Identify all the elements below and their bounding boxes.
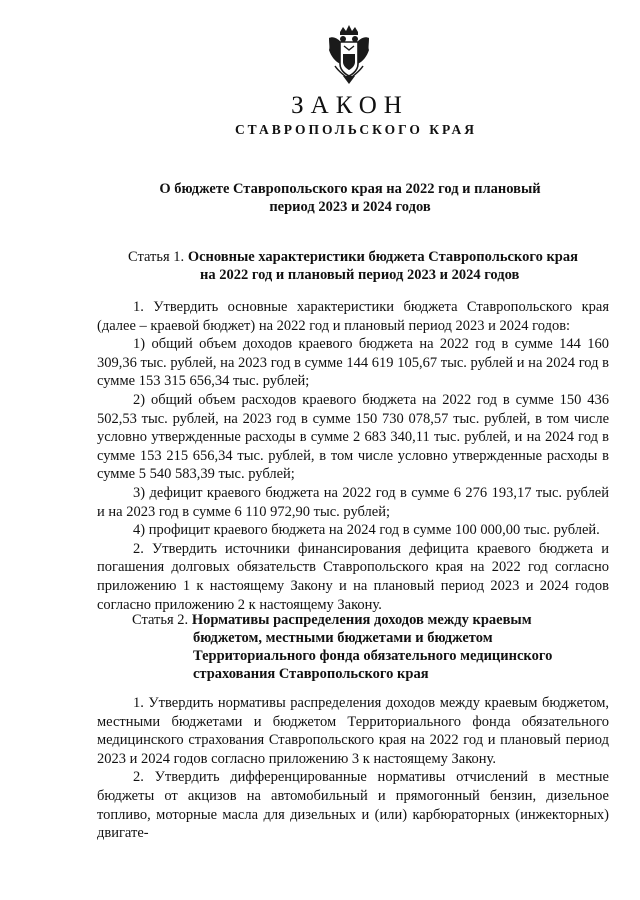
article-1-heading: [128, 248, 608, 284]
paragraph: 1. Утвердить нормативы распределения доходов между краевым бюджетом, местными бюджетами и бюджетом Территориального фонда обязательного медицинского страхования Ставропольского края на 2022 год и плановый период 2023 и 2024 годов согласно приложению 3 к настоящему Закону.: [97, 695, 609, 767]
article-2-title-line2: бюджетом, местными бюджетами и бюджетом: [193, 630, 493, 646]
paragraph: 2. Утвердить источники финансирования дефицита краевого бюджета и погашения долговых обязательств Ставропольского края на 2022 год согласно приложению 1 к настоящему Закону и на плановый период 2023 и 2024 годов согласно приложению 2 к настоящему Закону.: [97, 540, 609, 613]
paragraph: 2) общий объем расходов краевого бюджета на 2022 год в сумме 150 436 502,53 тыс. рублей, на 2023 год в сумме 150 730 078,57 тыс. рублей, в том числе условно утвержденные расходы в сумме 2 683 340,11 тыс. рублей, и на 2024 год в сумме 153 215 656,34 тыс. рублей, в том числе условно утвержденные расходы в сумме 5 540 583,39 тыс. рублей;: [97, 391, 609, 483]
article-2-title-line3: Территориального фонда обязательного медицинского: [193, 648, 553, 664]
article-1-title-line2: на 2022 год и плановый период 2023 и 2024 годов: [200, 267, 520, 283]
article-1-title-line1: Основные характеристики бюджета Ставропольского края: [187, 249, 578, 265]
document-subtitle: СТАВРОПОЛЬСКОГО КРАЯ: [234, 122, 478, 137]
paragraph: 1. Утвердить основные характеристики бюджета Ставропольского края (далее – краевой бюджет) на 2022 год и плановый период 2023 и 2024 годов:: [97, 299, 609, 334]
article-2-heading: [132, 611, 592, 683]
paragraph: 3) дефицит краевого бюджета на 2022 год в сумме 6 276 193,17 тыс. рублей и на 2023 год в сумме 6 110 972,90 тыс. рублей;: [97, 484, 609, 520]
article-1-label: Статья 1.: [128, 249, 185, 265]
article-2-title-line4: страхования Ставропольского края: [193, 666, 429, 682]
article-1-body: [97, 298, 609, 614]
paragraph: 2. Утвердить дифференцированные нормативы отчислений в местные бюджеты от акцизов на автомобильный и прямогонный бензин, дизельное топливо, моторные масла для дизельных и (или) карбюраторных (инжекторных) двигате-: [97, 769, 609, 842]
document-title: ЗАКОН: [291, 92, 409, 119]
article-2-body: [97, 694, 609, 843]
law-name: О бюджете Ставропольского края на 2022 год и плановый период 2023 и 2024 годов: [159, 181, 541, 215]
paragraph: 1) общий объем доходов краевого бюджета на 2022 год в сумме 144 160 309,36 тыс. рублей, на 2023 год в сумме 144 619 105,67 тыс. рублей и на 2024 год в сумме 153 315 656,34 тыс. рублей;: [97, 336, 609, 390]
coat-of-arms-icon: [327, 24, 371, 86]
paragraph: 4) профицит краевого бюджета на 2024 год в сумме 100 000,00 тыс. рублей.: [133, 522, 600, 539]
article-2-title-line1: Нормативы распределения доходов между краевым: [191, 612, 532, 628]
article-2-label: Статья 2.: [132, 612, 189, 628]
